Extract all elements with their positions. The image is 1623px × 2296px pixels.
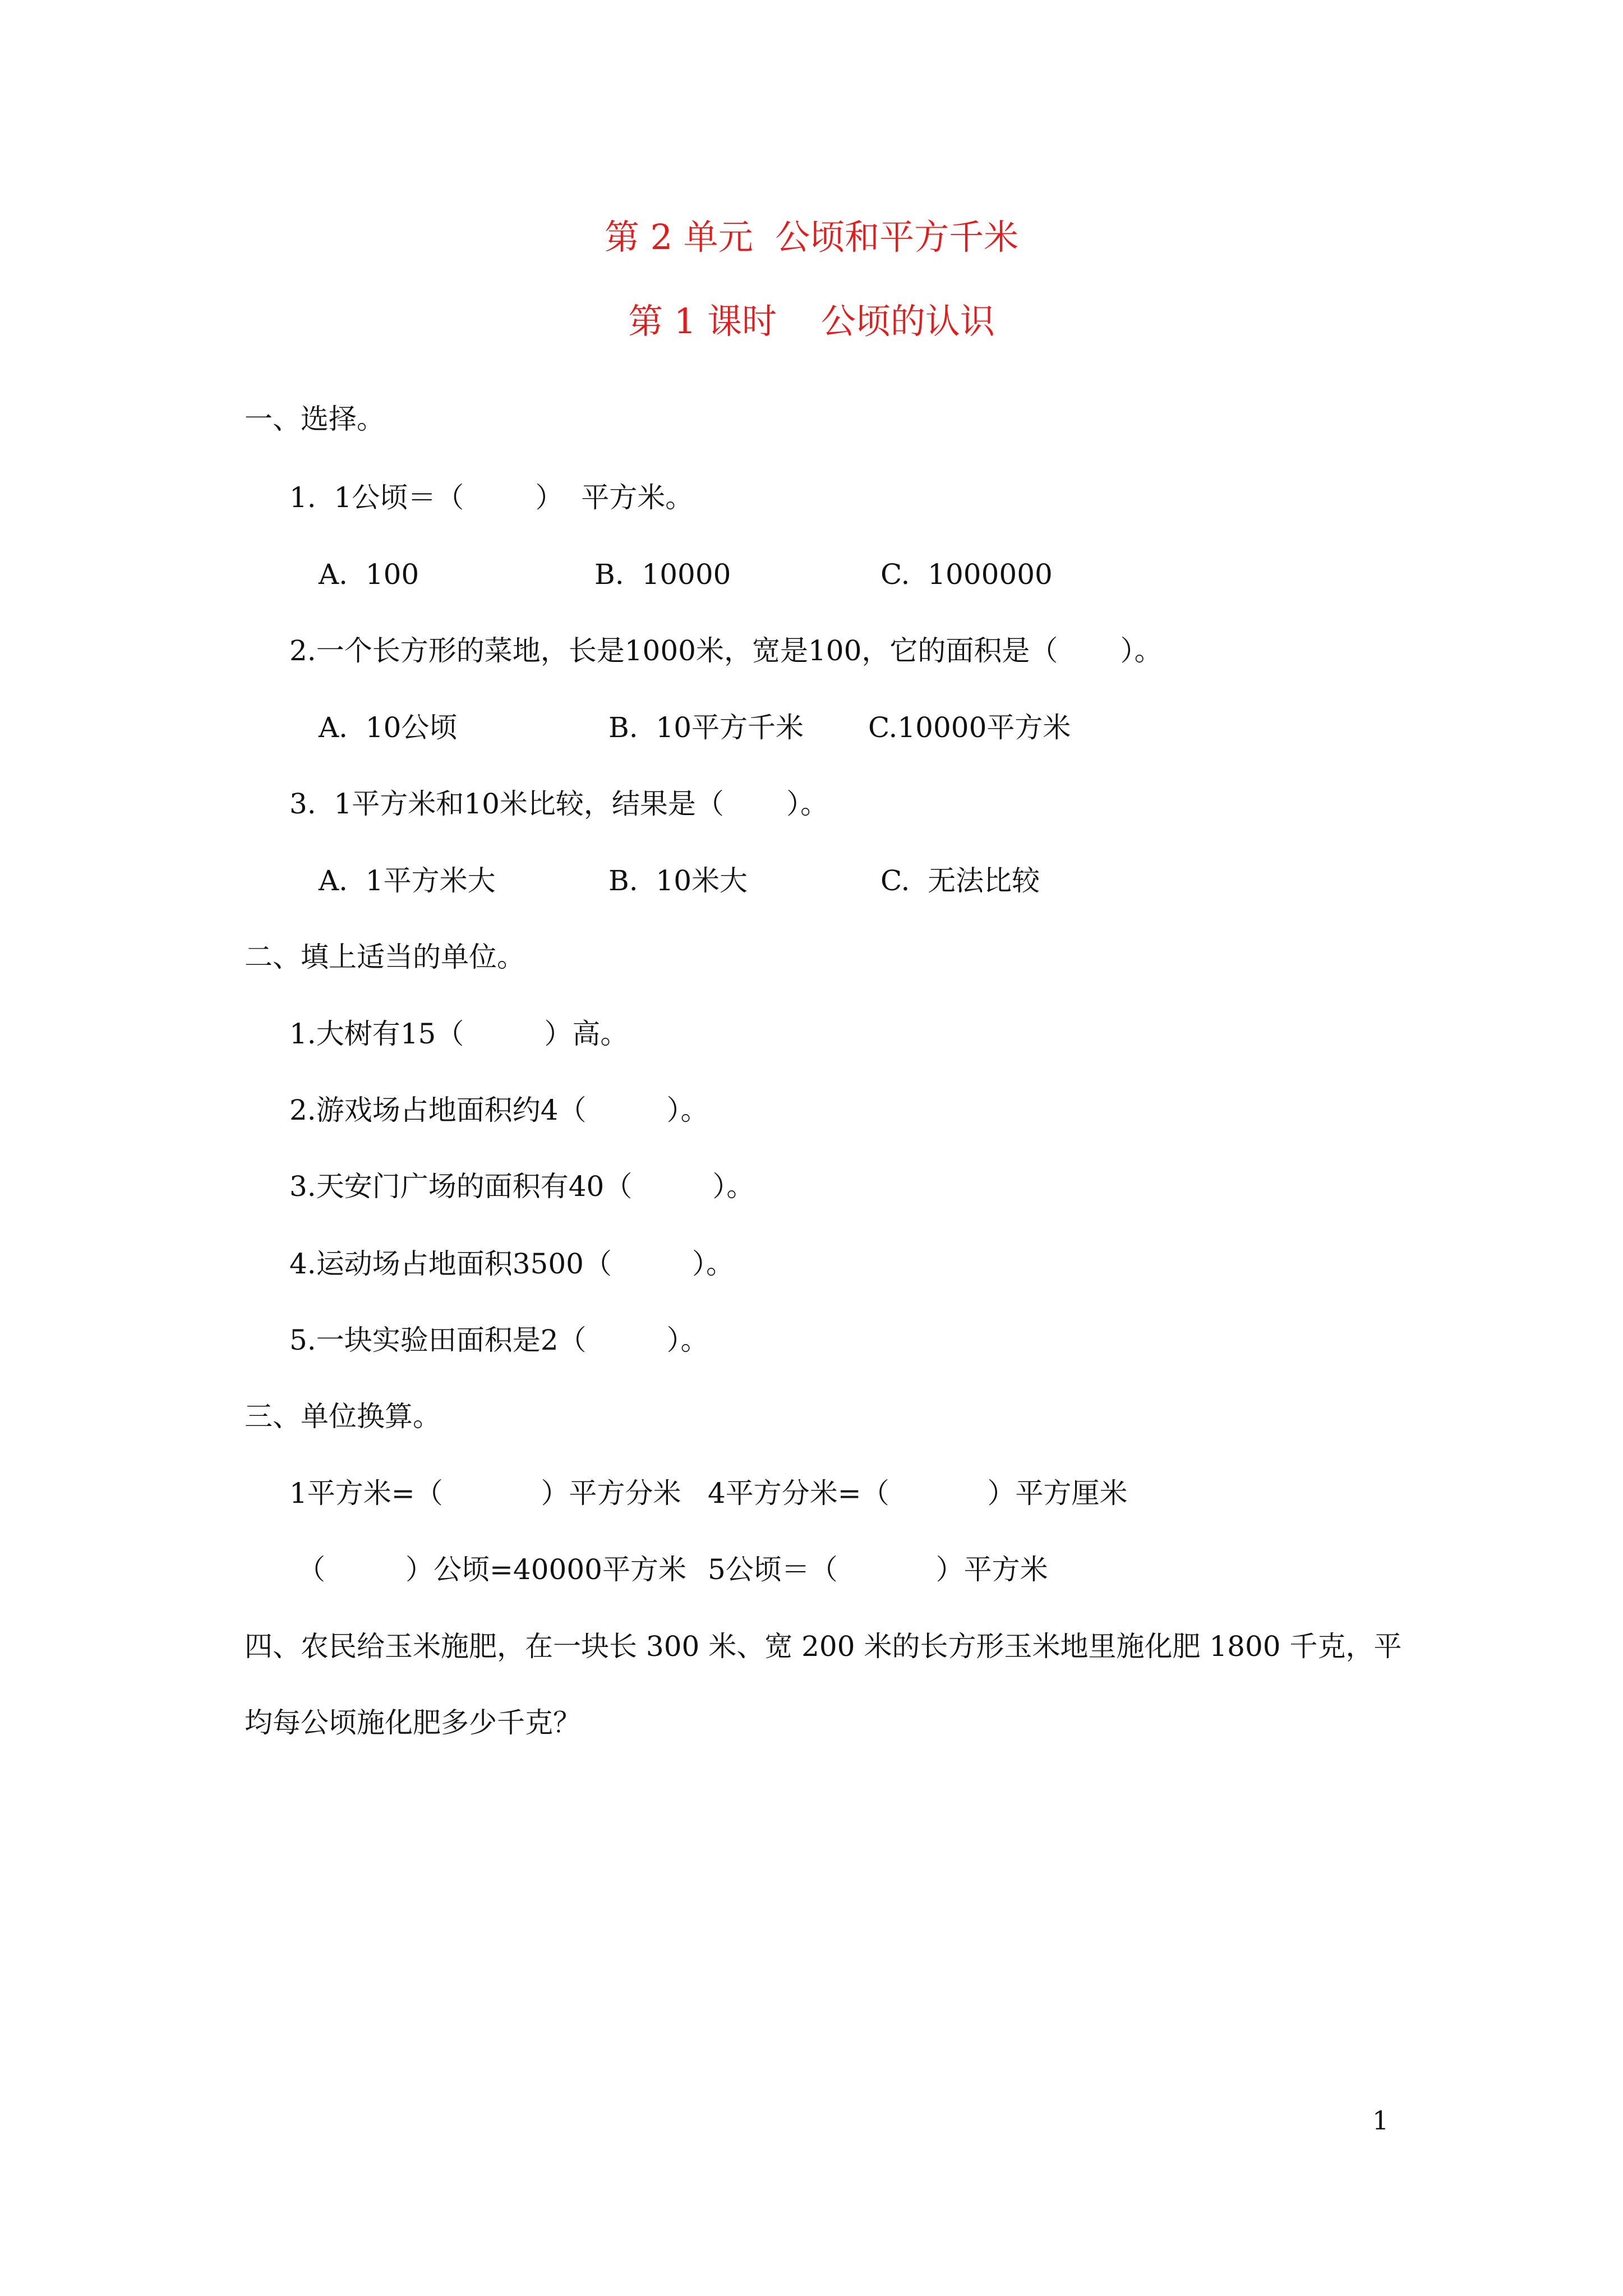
s1-question-1: 1. 1公顷＝（ ） 平方米。 [289, 481, 694, 514]
lesson-subtitle: 第 1 课时 公顷的认识 [628, 301, 995, 342]
s2-item: 3.天安门广场的面积有40（ ）。 [289, 1170, 755, 1203]
s1-q2-option-c: C.10000平方米 [868, 711, 1071, 744]
s3-conversion: （ ）公顷=40000平方米 [297, 1553, 686, 1586]
s2-item: 5.一块实验田面积是2（ ）。 [289, 1324, 709, 1356]
page-number: 1 [1372, 2105, 1389, 2136]
section-4-problem-line-1: 四、农民给玉米施肥，在一块长 300 米、宽 200 米的长方形玉米地里施化肥 1800 千克，平 [245, 1630, 1402, 1663]
section-2-heading: 二、填上适当的单位。 [245, 941, 525, 973]
s1-q2-option-b: B. 10平方千米 [608, 711, 804, 744]
s2-item: 1.大树有15（ ）高。 [289, 1018, 629, 1050]
s1-q3-option-b: B. 10米大 [608, 864, 748, 897]
s1-question-2: 2.一个长方形的菜地，长是1000米，宽是100，它的面积是（ ）。 [289, 634, 1163, 667]
s2-item: 4.运动场占地面积3500（ ）。 [289, 1248, 734, 1280]
s1-q3-option-c: C. 无法比较 [880, 864, 1040, 897]
s3-conversion: 1平方米=（ ）平方分米 [289, 1477, 681, 1510]
page-title: 第 2 单元 公顷和平方千米 [604, 217, 1019, 257]
s3-conversion: 5公顷＝（ ）平方米 [708, 1553, 1048, 1586]
s3-conversion: 4平方分米=（ ）平方厘米 [708, 1477, 1128, 1510]
s2-item: 2.游戏场占地面积约4（ ）。 [289, 1094, 709, 1126]
section-1-heading: 一、选择。 [245, 403, 385, 435]
section-3-heading: 三、单位换算。 [245, 1400, 441, 1433]
s1-question-3: 3. 1平方米和10米比较，结果是（ ）。 [289, 788, 829, 820]
s1-q1-option-a: A. 100 [319, 558, 419, 591]
s1-q3-option-a: A. 1平方米大 [319, 864, 496, 897]
section-4-problem-line-2: 均每公顷施化肥多少千克？ [245, 1706, 581, 1739]
s1-q2-option-a: A. 10公顷 [319, 711, 458, 744]
s1-q1-option-c: C. 1000000 [880, 558, 1053, 591]
s1-q1-option-b: B. 10000 [594, 558, 731, 591]
